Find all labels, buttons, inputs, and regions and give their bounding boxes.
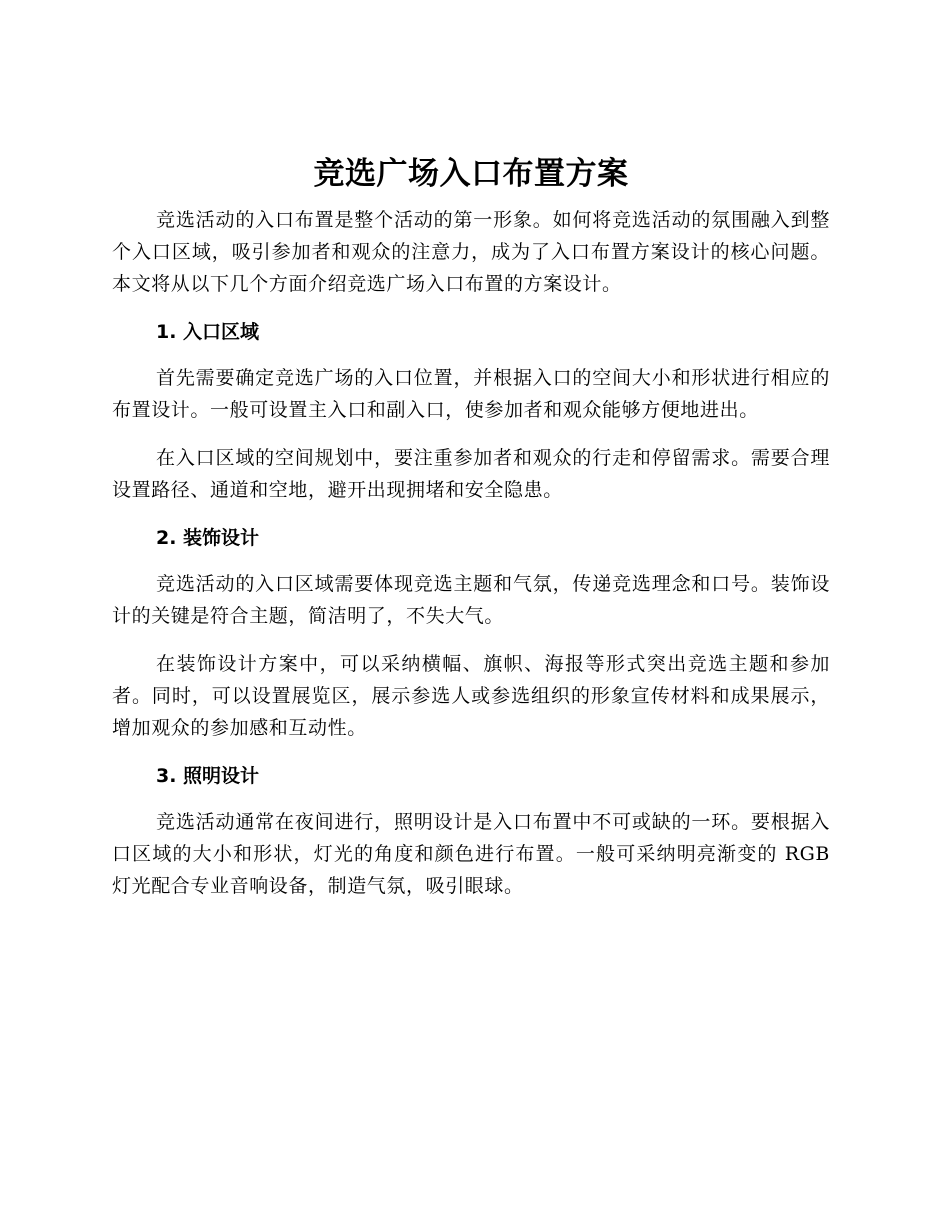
document-page [112, 148, 830, 918]
section-heading-decoration: 2. 装饰设计 [156, 527, 260, 549]
section-heading-lighting: 3. 照明设计 [156, 765, 260, 787]
section-paragraph: 首先需要确定竞选广场的入口位置，并根据入口的空间大小和形状进行相应的布置设计。一般可设置主入口和副入口，使参加者和观众能够方便地进出。 [112, 367, 830, 421]
section-heading-entrance: 1. 入口区域 [156, 321, 260, 343]
section-paragraph: 竞选活动的入口区域需要体现竞选主题和气氛，传递竞选理念和口号。装饰设计的关键是符合主题，简洁明了，不失大气。 [112, 573, 830, 627]
section-paragraph: 在装饰设计方案中，可以采纳横幅、旗帜、海报等形式突出竞选主题和参加者。同时，可以设置展览区，展示参选人或参选组织的形象宣传材料和成果展示，增加观众的参加感和互动性。 [112, 653, 830, 739]
section-paragraph: 竞选活动通常在夜间进行，照明设计是入口布置中不可或缺的一环。要根据入口区域的大小和形状，灯光的角度和颜色进行布置。一般可采纳明亮渐变的 RGB 灯光配合专业音响设备，制造气氛，吸引眼球。 [112, 811, 830, 897]
document-title: 竞选广场入口布置方案 [313, 156, 629, 192]
intro-paragraph: 竞选活动的入口布置是整个活动的第一形象。如何将竞选活动的氛围融入到整个入口区域，吸引参加者和观众的注意力，成为了入口布置方案设计的核心问题。本文将从以下几个方面介绍竞选广场入口布置的方案设计。 [112, 209, 830, 295]
section-paragraph: 在入口区域的空间规划中，要注重参加者和观众的行走和停留需求。需要合理设置路径、通道和空地，避开出现拥堵和安全隐患。 [112, 447, 830, 501]
